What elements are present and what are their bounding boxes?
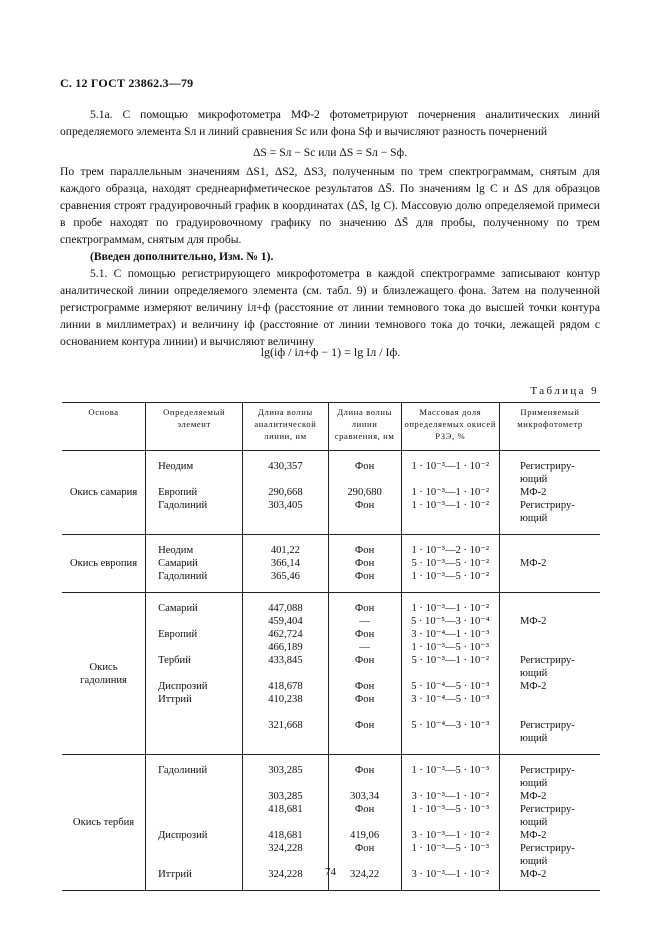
cell-wavelength-compare-line: Фон xyxy=(354,720,375,731)
cell-element-line: Неодим xyxy=(158,545,194,556)
cell-mass-fraction-line: 5 · 10⁻⁴—3 · 10⁻³ xyxy=(411,720,490,731)
cell-wavelength-compare-line xyxy=(332,473,398,486)
cell-element-line xyxy=(158,790,239,803)
cell-mass-fraction-line: 5 · 10⁻⁴—5 · 10⁻³ xyxy=(411,681,490,692)
cell-microphotometer xyxy=(499,593,600,755)
cell-wavelength-compare-line: Фон xyxy=(354,694,375,705)
cell-wavelength-analytical xyxy=(243,535,328,593)
cell-microphotometer-line xyxy=(520,693,597,706)
header-microphotometer: Применяемый микрофотометр xyxy=(499,403,600,451)
header-base: Основа xyxy=(62,403,146,451)
cell-wavelength-compare-line: Фон xyxy=(354,461,375,472)
paragraph-5-1a: 5.1а. С помощью микрофотометра МФ-2 фотометрируют почернения аналитических линий определяемого элемента Sл и линий сравнения Sс или фона Sф и вычисляют разность почернений xyxy=(60,108,600,138)
cell-wavelength-analytical-line: 365,46 xyxy=(270,571,300,582)
cell-wavelength-compare-line: Фон xyxy=(354,681,375,692)
cell-element-line xyxy=(158,641,239,654)
paragraph-average: По трем параллельным значениям ΔS1, ΔS2, ΔS3, полученным по трем спектрограммам, снятым для каждого образца, находят среднеарифметическое результатов ΔS̄. По значениям lg C и ΔS для образцов сравнения строят градуировочный график в координатах (ΔS̄, lg C). Массовую долю определяемой примеси в пробе находят по градуировочному графику по значению ΔS̄ для пробы, полученному по трем спектрограммам, снятым для пробы. xyxy=(60,165,600,246)
cell-wavelength-analytical-line xyxy=(246,732,324,745)
cell-wavelength-compare-line: Фон xyxy=(354,655,375,666)
cell-wavelength-compare xyxy=(328,451,401,535)
cell-base xyxy=(62,535,146,593)
cell-microphotometer-line: Регистриру- xyxy=(519,655,575,666)
cell-mass-fraction-line xyxy=(405,777,496,790)
cell-element-line: Диспрозий xyxy=(158,830,208,841)
table-caption: Таблица 9 xyxy=(530,385,599,397)
cell-element-line: Европий xyxy=(158,487,198,498)
cell-wavelength-compare-line: Фон xyxy=(354,571,375,582)
cell-wavelength-analytical-line: 401,22 xyxy=(270,545,300,556)
cell-wavelength-analytical-line: 303,285 xyxy=(268,791,303,802)
paragraph-5-1: 5.1. С помощью регистрирующего микрофотометра в каждой спектрограмме записывают контур аналитической линии определяемого элемента (см. табл. 9) и близлежащего фона. Затем на полученной регистрограмме измеряют величину iл+ф (расстояние от линии темнового тока до высшей точки контура линии в миллиметрах) и величину iф (расстояние от линии темнового тока до точки, лежащей рядом с основанием контура линии) и вычисляют величину xyxy=(60,267,600,348)
cell-microphotometer-line: ющий xyxy=(519,817,548,828)
cell-microphotometer-line: ющий xyxy=(519,474,548,485)
cell-wavelength-compare-line xyxy=(332,816,398,829)
cell-wavelength-analytical-line: 410,238 xyxy=(268,694,303,705)
cell-wavelength-compare-line xyxy=(332,667,398,680)
cell-microphotometer-line: ющий xyxy=(519,778,548,789)
cell-wavelength-compare-line: — xyxy=(359,616,370,627)
table-row xyxy=(62,593,600,755)
cell-base xyxy=(62,593,146,755)
cell-element-line: Диспрозий xyxy=(158,681,208,692)
cell-wavelength-analytical-line: 290,668 xyxy=(268,487,303,498)
cell-wavelength-analytical-line: 418,681 xyxy=(268,830,303,841)
cell-element-line xyxy=(158,667,239,680)
cell-element-line: Гадолиний xyxy=(158,500,208,511)
cell-microphotometer-line: ющий xyxy=(519,856,548,867)
page-header: С. 12 ГОСТ 23862.3—79 xyxy=(60,76,194,90)
cell-element-line xyxy=(158,803,239,816)
cell-microphotometer-line xyxy=(520,602,597,615)
cell-wavelength-compare-line: — xyxy=(359,642,370,653)
table-body xyxy=(62,451,600,891)
cell-wavelength-compare-line xyxy=(332,777,398,790)
header-mass-fraction: Массовая доля определяемых окисей РЗЭ, % xyxy=(401,403,499,451)
table-row xyxy=(62,535,600,593)
cell-wavelength-compare-line: 303,34 xyxy=(350,791,380,802)
cell-wavelength-analytical-line: 324,228 xyxy=(268,843,303,854)
cell-wavelength-analytical-line: 324,228 xyxy=(268,869,303,880)
cell-mass-fraction-line xyxy=(405,732,496,745)
cell-wavelength-compare-line xyxy=(332,706,398,719)
cell-element-line xyxy=(158,615,239,628)
cell-mass-fraction-line: 1 · 10⁻³—1 · 10⁻² xyxy=(411,461,490,472)
cell-element-line xyxy=(158,777,239,790)
cell-base xyxy=(62,451,146,535)
cell-element-line: Европий xyxy=(158,629,198,640)
cell-wavelength-compare-line: Фон xyxy=(354,558,375,569)
cell-mass-fraction-line: 1 · 10⁻³—1 · 10⁻² xyxy=(411,500,490,511)
cell-element-line: Гадолиний xyxy=(158,571,208,582)
cell-wavelength-analytical-line: 462,724 xyxy=(268,629,303,640)
cell-mass-fraction-line xyxy=(405,706,496,719)
table-header-row xyxy=(62,403,600,451)
cell-microphotometer-line: ющий xyxy=(519,733,548,744)
cell-microphotometer-line: МФ-2 xyxy=(519,830,547,841)
cell-element xyxy=(146,535,243,593)
cell-wavelength-compare-line: Фон xyxy=(354,545,375,556)
cell-element-line: Тербий xyxy=(158,655,191,666)
cell-wavelength-compare-line xyxy=(332,732,398,745)
cell-microphotometer-line xyxy=(520,641,597,654)
cell-element xyxy=(146,593,243,755)
cell-mass-fraction xyxy=(401,593,499,755)
cell-element-line: Самарий xyxy=(158,603,198,614)
header-wavelength-compare: Длина волны линии сравнения, нм xyxy=(328,403,401,451)
cell-mass-fraction-line: 5 · 10⁻⁵—3 · 10⁻⁴ xyxy=(410,616,490,627)
cell-mass-fraction-line xyxy=(405,667,496,680)
cell-mass-fraction-line: 3 · 10⁻³—1 · 10⁻² xyxy=(411,791,490,802)
cell-mass-fraction-line: 1 · 10⁻³—5 · 10⁻² xyxy=(411,571,490,582)
cell-wavelength-analytical-line xyxy=(246,777,324,790)
cell-element-line xyxy=(158,732,239,745)
cell-mass-fraction-line xyxy=(405,816,496,829)
table-row xyxy=(62,451,600,535)
cell-element-line: Неодим xyxy=(158,461,194,472)
cell-microphotometer-line: МФ-2 xyxy=(519,616,547,627)
cell-microphotometer-line: Регистриру- xyxy=(519,461,575,472)
cell-wavelength-analytical xyxy=(243,451,328,535)
cell-microphotometer-line: МФ-2 xyxy=(519,681,547,692)
cell-element-line: Иттрий xyxy=(158,694,192,705)
cell-wavelength-analytical-line: 418,681 xyxy=(268,804,303,815)
cell-microphotometer-line: МФ-2 xyxy=(519,558,547,569)
cell-wavelength-analytical-line: 303,405 xyxy=(268,500,303,511)
cell-wavelength-compare xyxy=(328,593,401,755)
cell-microphotometer-line: Регистриру- xyxy=(519,765,575,776)
header-element: Определяемый элемент xyxy=(146,403,243,451)
table-9 xyxy=(62,402,600,891)
cell-mass-fraction-line: 1 · 10⁻³—5 · 10⁻³ xyxy=(411,804,490,815)
cell-wavelength-analytical xyxy=(243,593,328,755)
cell-wavelength-analytical-line: 447,088 xyxy=(268,603,303,614)
cell-element-line xyxy=(158,706,239,719)
cell-element-line xyxy=(158,473,239,486)
cell-microphotometer-line xyxy=(520,706,597,719)
cell-mass-fraction-line xyxy=(405,473,496,486)
cell-microphotometer-line: Регистриру- xyxy=(519,843,575,854)
cell-wavelength-compare xyxy=(328,535,401,593)
cell-wavelength-analytical-line xyxy=(246,706,324,719)
page-number: 74 xyxy=(325,866,336,878)
cell-element-line: Иттрий xyxy=(158,869,192,880)
cell-wavelength-analytical-line: 459,404 xyxy=(268,616,303,627)
cell-mass-fraction-line: 1 · 10⁻³—2 · 10⁻² xyxy=(411,545,490,556)
cell-wavelength-analytical-line: 366,14 xyxy=(270,558,300,569)
formula-delta-s: ΔS = Sл − Sс или ΔS = Sл − Sф. xyxy=(252,146,408,159)
cell-mass-fraction xyxy=(401,451,499,535)
cell-wavelength-compare-line: 324,22 xyxy=(350,869,380,880)
cell-microphotometer-line: ющий xyxy=(519,668,548,679)
cell-wavelength-analytical-line: 430,357 xyxy=(268,461,303,472)
cell-mass-fraction-line: 1 · 10⁻³—5 · 10⁻³ xyxy=(411,843,490,854)
cell-wavelength-compare-line: Фон xyxy=(354,804,375,815)
cell-microphotometer-line: Регистриру- xyxy=(519,804,575,815)
body-text xyxy=(60,106,600,350)
cell-mass-fraction-line: 3 · 10⁻³—1 · 10⁻² xyxy=(411,830,490,841)
cell-wavelength-compare-line: Фон xyxy=(354,603,375,614)
base-label: Окись европия xyxy=(69,558,138,569)
cell-element-line: Гадолиний xyxy=(158,765,208,776)
amendment-note: (Введен дополнительно, Изм. № 1). xyxy=(90,250,274,263)
cell-wavelength-analytical-line: 303,285 xyxy=(268,765,303,776)
cell-mass-fraction-line: 1 · 10⁻³—1 · 10⁻² xyxy=(411,603,490,614)
cell-microphotometer-line: МФ-2 xyxy=(519,869,547,880)
formula-log-ratio: lg(iф / iл+ф − 1) = lg Iл / Iф. xyxy=(260,345,401,359)
cell-microphotometer-line: Регистриру- xyxy=(519,720,575,731)
cell-wavelength-analytical-line: 418,678 xyxy=(268,681,303,692)
cell-microphotometer xyxy=(499,451,600,535)
cell-wavelength-compare-line: Фон xyxy=(354,629,375,640)
cell-element-line xyxy=(158,816,239,829)
base-label: Окись самария xyxy=(69,487,138,498)
base-label: Окись гадолиния xyxy=(80,661,127,686)
cell-wavelength-compare-line: Фон xyxy=(354,843,375,854)
cell-mass-fraction xyxy=(401,535,499,593)
cell-wavelength-analytical-line: 433,845 xyxy=(268,655,303,666)
cell-microphotometer xyxy=(499,535,600,593)
cell-element-line xyxy=(158,719,239,732)
cell-mass-fraction-line: 5 · 10⁻³—1 · 10⁻² xyxy=(411,655,490,666)
cell-mass-fraction-line: 1 · 10⁻³—5 · 10⁻³ xyxy=(411,642,490,653)
cell-microphotometer-line: Регистриру- xyxy=(519,500,575,511)
cell-microphotometer-line xyxy=(520,544,597,557)
cell-mass-fraction-line: 3 · 10⁻⁴—1 · 10⁻³ xyxy=(411,629,490,640)
cell-wavelength-analytical-line xyxy=(246,667,324,680)
cell-microphotometer-line xyxy=(520,570,597,583)
cell-mass-fraction-line: 1 · 10⁻³—1 · 10⁻² xyxy=(411,487,490,498)
cell-microphotometer-line: МФ-2 xyxy=(519,487,547,498)
cell-wavelength-compare-line: 419,06 xyxy=(350,830,380,841)
cell-microphotometer-line: МФ-2 xyxy=(519,791,547,802)
cell-element-line: Самарий xyxy=(158,558,198,569)
cell-mass-fraction-line: 3 · 10⁻⁴—5 · 10⁻³ xyxy=(411,694,490,705)
cell-wavelength-compare-line: Фон xyxy=(354,765,375,776)
cell-wavelength-compare-line: 290,680 xyxy=(347,487,382,498)
cell-mass-fraction-line: 1 · 10⁻³—5 · 10⁻³ xyxy=(411,765,490,776)
cell-microphotometer-line xyxy=(520,628,597,641)
cell-element xyxy=(146,451,243,535)
cell-mass-fraction-line: 3 · 10⁻³—1 · 10⁻² xyxy=(411,869,490,880)
cell-wavelength-analytical-line xyxy=(246,816,324,829)
header-wavelength-analytical: Длина волны аналитической линии, нм xyxy=(243,403,328,451)
cell-mass-fraction-line: 5 · 10⁻³—5 · 10⁻² xyxy=(411,558,490,569)
cell-element-line xyxy=(158,842,239,855)
cell-wavelength-analytical-line: 466,189 xyxy=(268,642,303,653)
cell-wavelength-compare-line: Фон xyxy=(354,500,375,511)
cell-microphotometer-line: ющий xyxy=(519,513,548,524)
cell-wavelength-analytical-line: 321,668 xyxy=(268,720,303,731)
base-label: Окись тербия xyxy=(72,817,135,828)
cell-wavelength-analytical-line xyxy=(246,473,324,486)
